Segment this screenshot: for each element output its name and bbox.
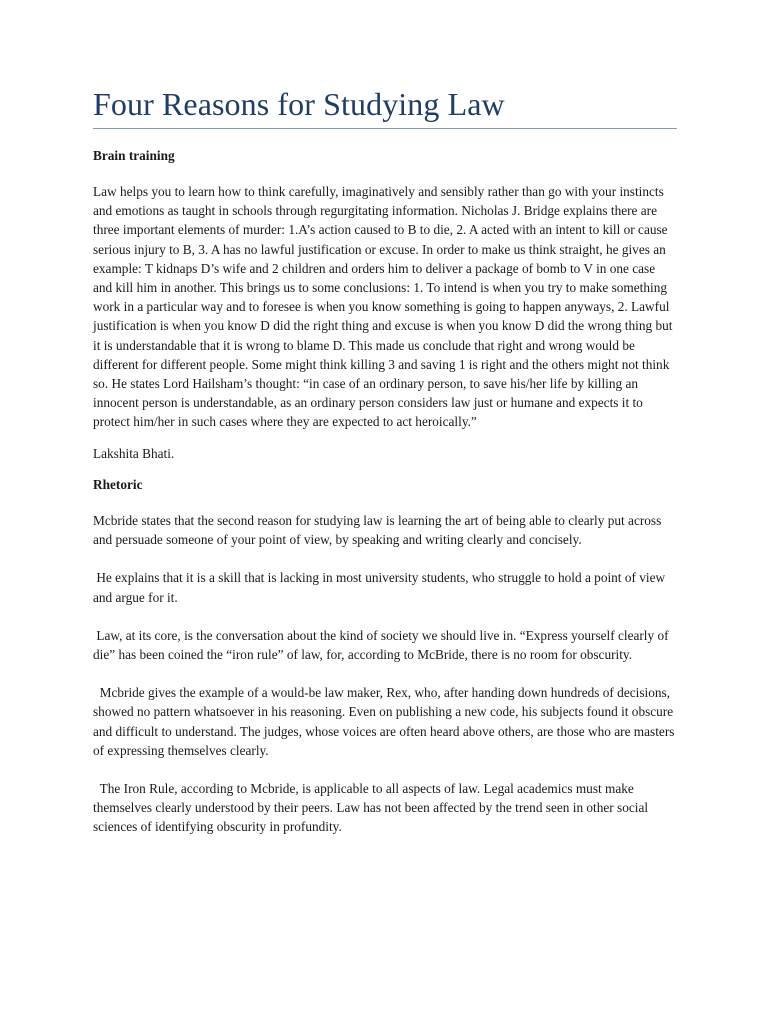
paragraph: He explains that it is a skill that is lacking in most university students, who struggle to hold a point of view and argue for it. — [93, 570, 669, 605]
paragraph: Law, at its core, is the conversation about the kind of society we should live in. “Express yourself clearly of die” has been coined the “iron rule” of law, for, according to McBride, there is no room for obscurity. — [93, 627, 672, 662]
section-brain-training — [93, 147, 677, 463]
paragraph: The Iron Rule, according to Mcbride, is applicable to all aspects of law. Legal academics must make themselves clearly understood by their peers. Law has not been affected by the trend seen in other social sciences of identifying obscurity in profundity. — [93, 780, 652, 835]
paragraph: Mcbride states that the second reason for studying law is learning the art of being able to clearly put across and persuade someone of your point of view, by speaking and writing clearly and concisely. — [93, 512, 662, 548]
section-heading: Brain training — [93, 148, 175, 163]
paragraph: Law helps you to learn how to think carefully, imaginatively and sensibly rather than go with your instincts and emotions as taught in schools through regurgitating information. Nicholas J. Bridge explains there are three important elements of murder: 1.A’s action caused to B to die, 2. A acted with an intent to kill or cause serious injury to B, 3. A has no lawful justification or excuse. In order to make us think straight, he gives an example: T kidnaps D’s wife and 2 children and orders him to deliver a package of bomb to V in one case and kill him in another. This brings us to some conclusions: 1. To intend is when you try to make something work in a particular way and to foresee is when you know something is going to happen anyways, 2. Lawful justification is when you know D did the right thing and excuse is when you know D did the wrong thing but it is understandable that it is wrong to blame D. This made us conclude that right and wrong would be different for different people. Some might think killing 3 and saving 1 is right and the others might not think so. He states Lord Hailsham’s thought: “in case of an ordinary person, to save his/her life by killing an innocent person is understandable, as an ordinary person considers law just or humane and expects it to protect him/her in such cases where they are expected to act heroically.” — [93, 184, 673, 430]
document-page — [93, 84, 677, 837]
section-heading: Rhetoric — [93, 476, 143, 492]
document-title: Four Reasons for Studying Law — [93, 84, 677, 129]
paragraph: Mcbride gives the example of a would-be law maker, Rex, who, after handing down hundreds of decisions, showed no pattern whatsoever in his reasoning. Even on publishing a new code, his subjects found it obscure and difficult to understand. The judges, whose voices are often heard above others, are those who are masters of expressing themselves clearly. — [93, 685, 678, 758]
author-signature: Lakshita Bhati. — [93, 445, 175, 461]
section-rhetoric — [93, 476, 677, 837]
